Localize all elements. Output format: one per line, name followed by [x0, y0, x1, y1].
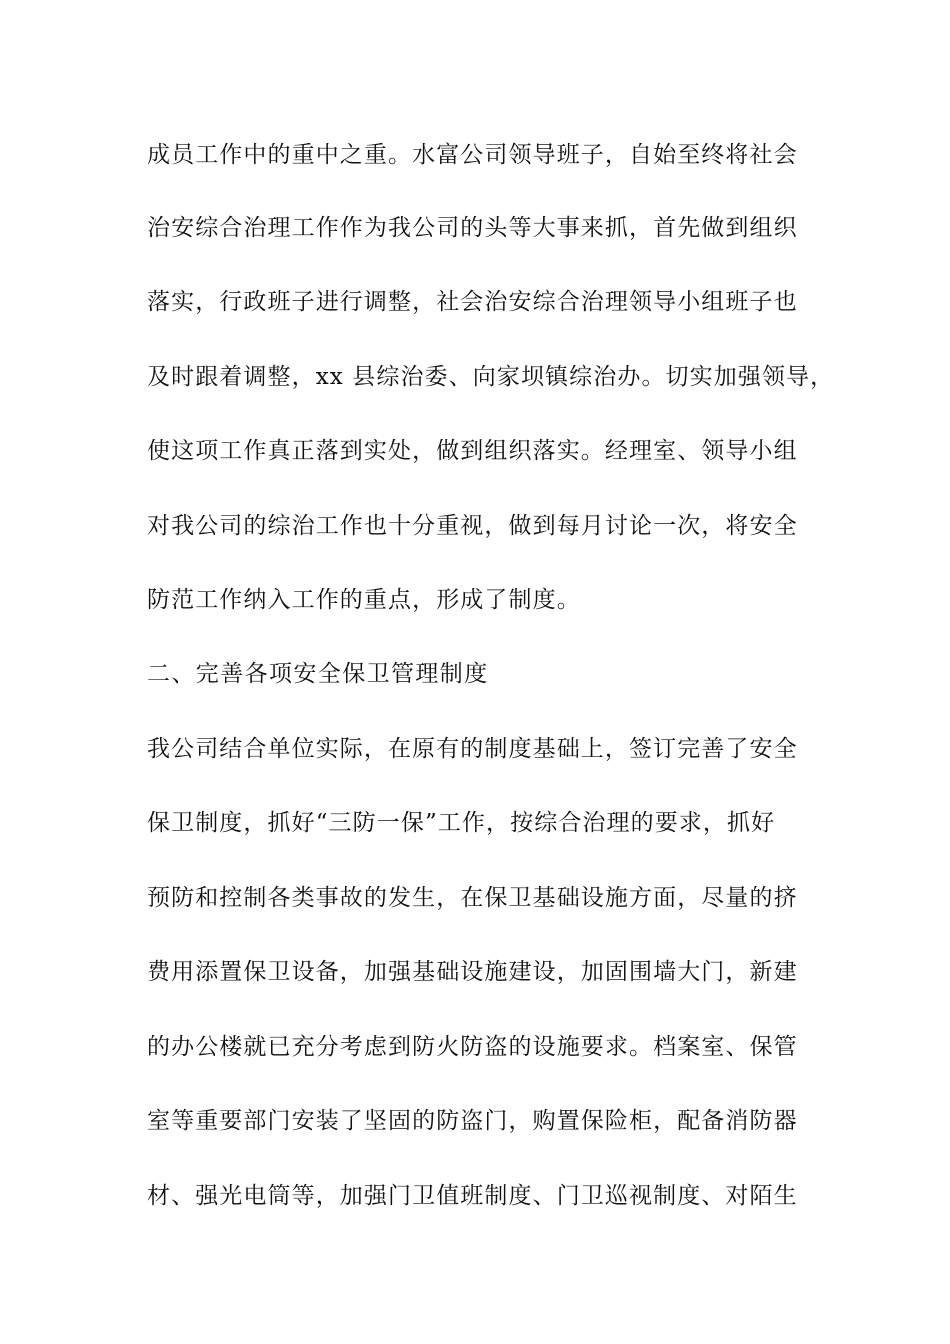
paragraph-line: 预防和控制各类事故的发生，在保卫基础设施方面，尽量的挤	[147, 885, 798, 911]
paragraph-line: 落实，行政班子进行调整，社会治安综合治理领导小组班子也	[147, 289, 798, 315]
paragraph-line: 治安综合治理工作作为我公司的头等大事来抓，首先做到组织	[147, 215, 798, 241]
paragraph-line: 防范工作纳入工作的重点，形成了制度。	[147, 587, 581, 613]
paragraph-line: 保卫制度，抓好“三防一保”工作，按综合治理的要求，抓好	[147, 810, 776, 836]
paragraph-line: 使这项工作真正落到实处，做到组织落实。经理室、领导小组	[147, 438, 798, 464]
paragraph-line: 对我公司的综治工作也十分重视，做到每月讨论一次，将安全	[147, 513, 798, 539]
paragraph-line: 费用添置保卫设备，加强基础设施建设，加固围墙大门，新建	[147, 959, 798, 985]
section-heading: 二、完善各项安全保卫管理制度	[147, 661, 489, 687]
paragraph-line: 及时跟着调整，xx 县综治委、向家坝镇综治办。切实加强领导，	[147, 364, 835, 390]
paragraph-line: 成员工作中的重中之重。水富公司领导班子，自始至终将社会	[147, 142, 798, 168]
paragraph-line: 材、强光电筒等，加强门卫值班制度、门卫巡视制度、对陌生	[147, 1183, 798, 1209]
paragraph-line: 我公司结合单位实际，在原有的制度基础上，签订完善了安全	[147, 736, 798, 762]
paragraph-line: 室等重要部门安装了坚固的防盗门，购置保险柜，配备消防器	[147, 1108, 798, 1134]
paragraph-line: 的办公楼就已充分考虑到防火防盗的设施要求。档案室、保管	[147, 1034, 798, 1060]
